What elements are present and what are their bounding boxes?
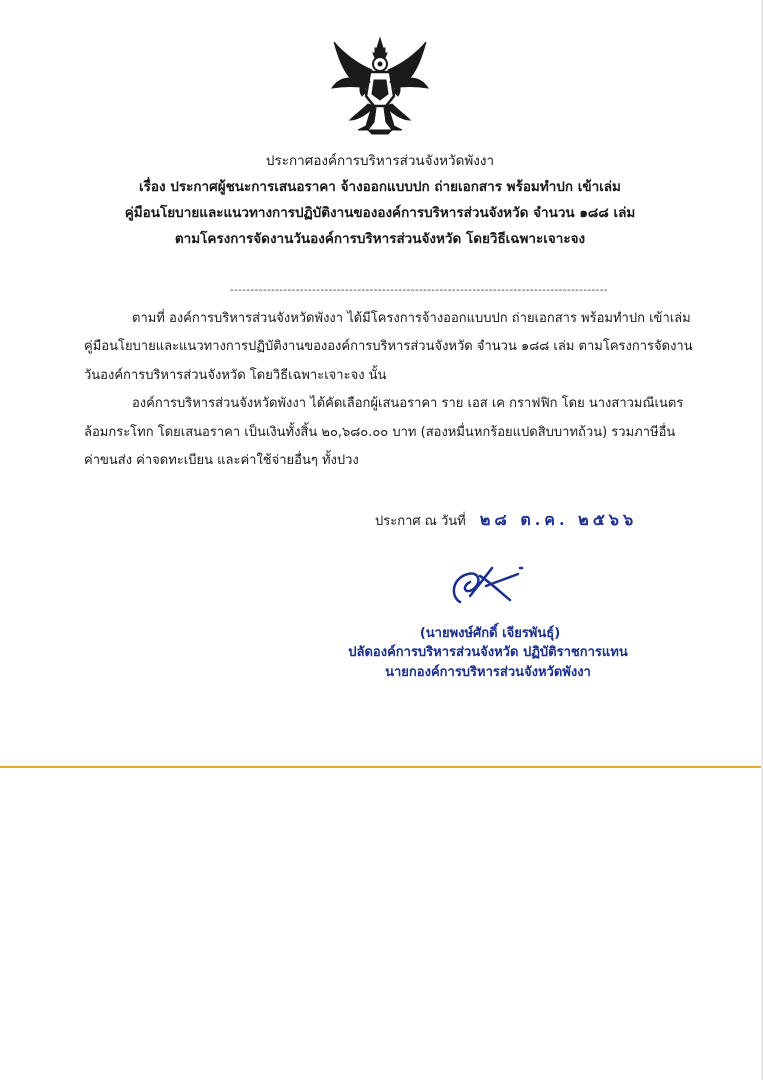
handwritten-signature bbox=[420, 556, 560, 616]
signatory-name: (นายพงษ์ศักดิ์ เจียรพันธุ์) bbox=[419, 626, 561, 641]
announcement-heading: ประกาศองค์การบริหารส่วนจังหวัดพังงา bbox=[265, 153, 495, 169]
paragraph-2-line-1: องค์การบริหารส่วนจังหวัดพังงา ได้คัดเลือกผู้เสนอราคา ราย เอส เค กราฟฟิก โดย นางสาวมณีเนตร bbox=[132, 396, 684, 411]
announcement-subject-line-2: คู่มือนโยบายและแนวทางการปฏิบัติงานขององค์การบริหารส่วนจังหวัด จำนวน ๑๘๘ เล่ม bbox=[124, 205, 636, 221]
paragraph-1-line-1: ตามที่ องค์การบริหารส่วนจังหวัดพังงา ได้มีโครงการจ้างออกแบบปก ถ่ายเอกสาร พร้อมทำปก เข้าเล่ม bbox=[132, 311, 691, 326]
announcement-subject-line-3: ตามโครงการจัดงานวันองค์การบริหารส่วนจังหวัด โดยวิธีเฉพาะเจาะจง bbox=[174, 231, 586, 247]
paragraph-2-line-3: ค่าขนส่ง ค่าจดทะเบียน และค่าใช้จ่ายอื่นๆ ทั้งปวง bbox=[84, 453, 359, 468]
paragraph-1-line-3: วันองค์การบริหารส่วนจังหวัด โดยวิธีเฉพาะเจาะจง นั้น bbox=[84, 368, 387, 383]
date-handwritten: ๒๘ ต.ค. ๒๕๖๖ bbox=[479, 510, 638, 529]
date-label: ประกาศ ณ วันที่ bbox=[375, 514, 466, 529]
paragraph-2-line-2: ล้อมกระโทก โดยเสนอราคา เป็นเงินทั้งสิ้น ๒๐,๖๘๐.๐๐ บาท (สองหมื่นหกร้อยแปดสิบบาทถ้วน) รวมภาษีอื่น bbox=[84, 425, 676, 440]
announcement-title-block bbox=[100, 148, 660, 252]
page-divider bbox=[0, 766, 763, 768]
signatory-position-line-2: นายกองค์การบริหารส่วนจังหวัดพังงา bbox=[385, 665, 591, 680]
paragraph-1-line-2: คู่มือนโยบายและแนวทางการปฏิบัติงานขององค์การบริหารส่วนจังหวัด จำนวน ๑๘๘ เล่ม ตามโครงการจัดงาน bbox=[84, 339, 693, 354]
announcement-subject-line-1: เรื่อง ประกาศผู้ชนะการเสนอราคา จ้างออกแบบปก ถ่ายเอกสาร พร้อมทำปก เข้าเล่ม bbox=[139, 179, 621, 195]
signatory-position-line-1: ปลัดองค์การบริหารส่วนจังหวัด ปฏิบัติราชการแทน bbox=[348, 645, 628, 660]
separator-line: -------------------------------------------------------------------------------------------- bbox=[230, 285, 608, 296]
announcement-date bbox=[375, 510, 637, 532]
garuda-emblem-icon bbox=[328, 34, 432, 138]
